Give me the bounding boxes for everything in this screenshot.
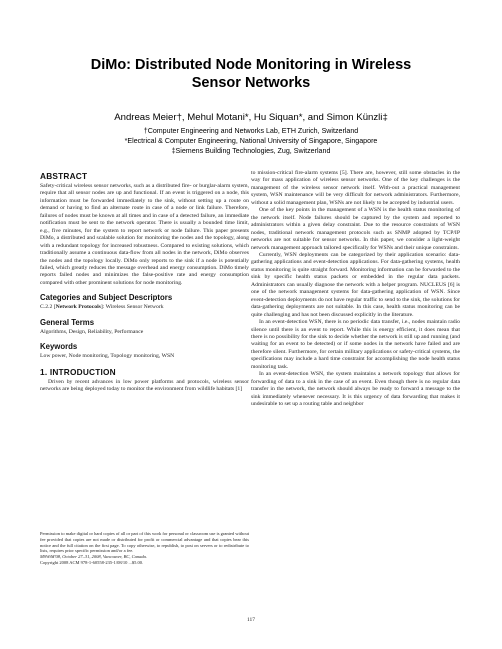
general-terms-text: Algorithms, Design, Reliability, Performance (40, 328, 144, 335)
right-column (251, 170, 460, 409)
permission-text: Permission to make digital or hard copies of all or part of this work for personal or classroom use is granted without fee provided that copies are not made or distributed for profit or commercial advantage and that copies bear this notice and the full citation on the first page. To copy otherwise, to republish, to post on servers or to redistribute to lists, requires prior specific permission and/or a fee. (40, 531, 249, 554)
right-paragraph-2: One of the key points in the management of a WSN is the health status monitoring of the network itself. Node failures should be captured by the system and reported to administrators within a given delay constraint. Due to the resource constraints of WSN nodes, traditional network management protocols such as SNMP adopted by TCP/IP networks are not suitable for sensor networks. In this paper, we consider a light-weight network management approach tailored specifically for WSNs and their unique constraints. (251, 207, 460, 251)
permission-notice (40, 531, 249, 566)
copyright-text: Copyright 2008 ACM 978-1-60558-235-1/08/10 ...$5.00. (40, 559, 144, 565)
page-number: 117 (246, 617, 256, 623)
paper-title (40, 56, 462, 92)
right-paragraph-4: In an event-detection WSN, there is no periodic data transfer, i.e., nodes maintain radio silence until there is an event to report. While this is energy efficient, it does mean that there is no possibility for the sink to decide whether the network is still up and running (and waiting for an event to be detected) or if some nodes in the network have failed and are therefore silent. Furthermore, for certain military applications or safety-critical systems, the specifications may include a hard time constraint for accomplishing the node health status monitoring task. (251, 319, 460, 370)
introduction-heading: 1. INTRODUCTION (40, 366, 116, 377)
affiliation-siemens: ‡Siemens Building Technologies, Zug, Switzerland (171, 147, 331, 155)
categories-bold: Network Protocols (55, 304, 101, 311)
categories-prefix: C.2.2 [ (40, 304, 56, 311)
title-line-1: DiMo: Distributed Node Monitoring in Wireless (90, 57, 412, 73)
left-column (40, 171, 249, 394)
affiliation-nus: *Electrical & Computer Engineering, National University of Singapore, Singapore (124, 137, 378, 145)
right-paragraph-1: to mission-critical fire-alarm systems [5]. There are, however, still some obstacles in the way for mass application of wireless sensor networks. One of the key challenges is the management of the wireless sensor network itself. With-out a practical management system, WSN maintenance will be very difficult for network administrators. Furthermore, without a solid management plan, WSNs are not likely to be accepted by industrial users. (251, 170, 460, 206)
venue-text: MSWiM'08, October 27–31, 2008, Vancouver, BC, Canada. (40, 554, 147, 560)
author-list: Andreas Meier†, Mehul Motani*, Hu Siquan*, and Simon Künzli‡ (114, 112, 388, 123)
keywords-heading: Keywords (40, 342, 78, 352)
keywords-text: Low power, Node monitoring, Topology monitoring, WSN (40, 353, 175, 360)
title-line-2: Sensor Networks (191, 75, 311, 91)
right-paragraph-5: In an event-detection WSN, the system maintains a network topology that allows for forwarding of data to a sink in the case of an event. Even though there is no regular data transfer in the network, the network should always be ready to forward a message to the sink immediately whenever necessary. It is this urgency of data forwarding that makes it undesirable to set up a routing table and neighbor (251, 371, 460, 408)
introduction-text: Driven by recent advances in low power platforms and protocols, wireless sensor networks are being deployed today to monitor the environment from wildlife habitats [1] (40, 378, 249, 393)
categories-heading: Categories and Subject Descriptors (40, 293, 173, 303)
categories-text (40, 304, 249, 311)
abstract-heading: ABSTRACT (40, 171, 88, 181)
affiliation-eth: †Computer Engineering and Networks Lab, ETH Zurich, Switzerland (143, 127, 359, 135)
general-terms-heading: General Terms (40, 317, 95, 327)
abstract-text: Safety-critical wireless sensor networks, such as a distributed fire- or burglar-alarm system, require that all sensor nodes are up and functional. If an event is triggered on a node, this information must be forwarded immediately to the sink, without setting up a route on demand or having to find an alternate route in case of a node or link failure. Therefore, failures of nodes must be known at all times and in case of a detected failure, an immediate notification must be sent to the network operator. There is usually a bounded time limit, e.g., five minutes, for the system to report network or node failure. This paper presents DiMo, a distributed and scalable solution for monitoring the nodes and the topology, along with a redundant topology for increased robustness. Compared to existing solutions, which traditionally assume a continuous data-flow from all nodes in the network, DiMo observes the nodes and the topology locally. DiMo only reports to the sink if a node is potentially failed, which greatly reduces the message overhead and energy consumption. DiMo timely reports failed nodes and minimizes the false-positive rate and energy consumption compared with other prominent solutions for node monitoring. (40, 183, 249, 286)
right-paragraph-3: Currently, WSN deployments can be categorized by their application scenario: data-gathering applications and event-detection applications. For data-gathering systems, health status monitoring is quite straight forward. Monitoring information can be forwarded to the sink by specific health status packets or embedded in the regular data packets. Administrators can usually diagnose the network with a helper program. NUCLEUS [6] is one of the network management systems for data-gathering application of WSN. Since event-detection deployments do not have regular traffic to send to the sink, the solutions for data-gathering deployments are not suitable. In this case, health status monitoring can be quite challenging and has not been discussed explicitly in the literature. (251, 251, 460, 318)
categories-suffix: ]: Wireless Sensor Network (100, 304, 164, 311)
